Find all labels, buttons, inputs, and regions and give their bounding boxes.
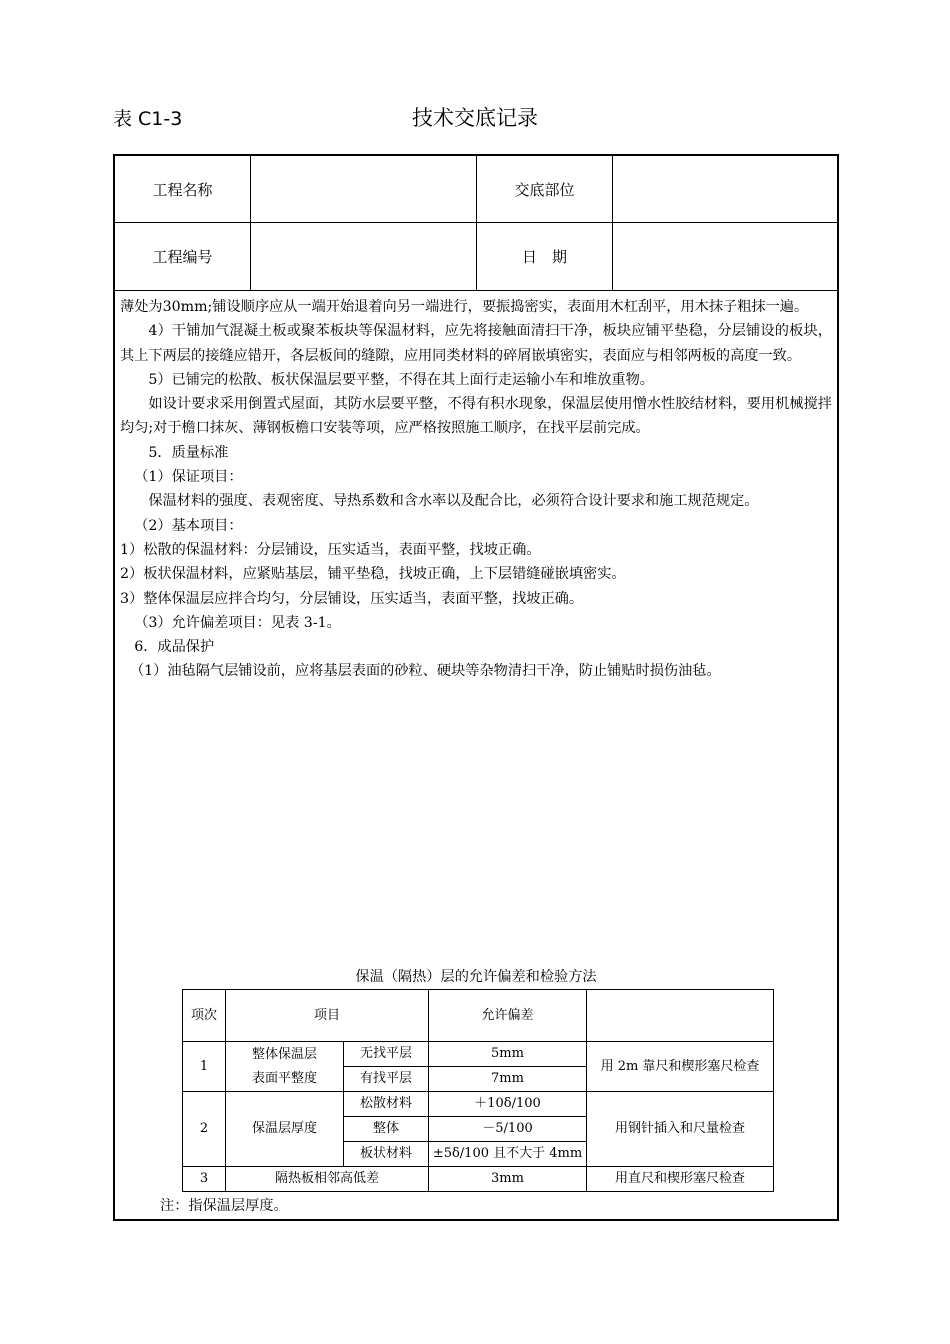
date-field[interactable]: [613, 223, 837, 290]
row-method: 用 2m 靠尺和楔形塞尺检查: [587, 1042, 774, 1092]
date-label: 日 期: [521, 248, 567, 266]
subsection-heading: （1）保证项目：: [134, 469, 243, 486]
row-item-line: 表面平整度: [251, 1070, 317, 1086]
row-tolerance: ±5δ/100 且不大于 4mm: [429, 1142, 587, 1167]
page-title: 技术交底记录: [412, 106, 538, 130]
row-item: 隔热板相邻高低差: [226, 1167, 429, 1192]
row-subitem: 板状材料: [344, 1142, 429, 1167]
row-no: 2: [183, 1092, 226, 1167]
paragraph: 2）板状保温材料，应紧贴基层，铺平垫稳，找坡正确，上下层错缝碰嵌填密实。: [120, 566, 626, 583]
header-item: 项目: [226, 990, 429, 1042]
paragraph: 薄处为30mm;铺设顺序应从一端开始退着向另一端进行，要振捣密实，表面用木杠刮平，用木抹子粗抹一遍。: [120, 299, 809, 315]
row-no: 3: [183, 1167, 226, 1192]
row-method: 用钢针插入和尺量检查: [587, 1092, 774, 1167]
section-heading: 6．成品保护: [134, 639, 215, 656]
table-row: [183, 1167, 774, 1192]
row-subitem: 有找平层: [344, 1067, 429, 1092]
table-row: [183, 1092, 774, 1117]
paragraph: （1）油毡隔气层铺设前，应将基层表面的砂粒、硬块等杂物清扫干净，防止铺贴时损伤油毡。: [129, 663, 721, 680]
row-item: [226, 1042, 344, 1092]
paragraph: 如设计要求采用倒置式屋面，其防水层要平整，不得有积水现象，保温层使用憎水性胶结材料，要用机械搅拌均匀;对于檐口抹灰、薄钢板檐口安装等项，应严格按照施工顺序，在找平层前完成。: [120, 396, 832, 437]
row-subitem: 无找平层: [344, 1042, 429, 1067]
paragraph: 保温材料的强度、表观密度、导热系数和含水率以及配合比，必须符合设计要求和施工规范规定。: [148, 493, 759, 510]
row-method: 用直尺和楔形塞尺检查: [587, 1167, 774, 1192]
location-field[interactable]: [613, 156, 837, 222]
header-tolerance: 允许偏差: [429, 990, 587, 1042]
project-name-field[interactable]: [251, 156, 476, 222]
project-no-label: 工程编号: [152, 248, 213, 266]
row-tolerance: 7mm: [429, 1067, 587, 1092]
record-frame: [113, 154, 839, 1221]
location-label: 交底部位: [514, 180, 575, 199]
table-row: [183, 990, 774, 1042]
disclosure-content: [120, 295, 832, 684]
row-no: 1: [183, 1042, 226, 1092]
row-tolerance: ＋10δ/100: [429, 1092, 587, 1117]
table-row: [183, 1042, 774, 1067]
row-item-line: 整体保温层: [251, 1046, 317, 1062]
row-subitem: 松散材料: [344, 1092, 429, 1117]
section-heading: 5．质量标准: [148, 444, 229, 461]
row-tolerance: 5mm: [429, 1042, 587, 1067]
tolerance-table: [182, 989, 774, 1192]
form-code: 表 C1-3: [113, 108, 183, 130]
row-tolerance: －5/100: [429, 1117, 587, 1142]
row-item: 保温层厚度: [226, 1092, 344, 1167]
header-no: 项次: [183, 990, 226, 1042]
paragraph: 3）整体保温层应拌合均匀，分层铺设，压实适当，表面平整，找坡正确。: [120, 590, 584, 607]
paragraph: 4）干铺加气混凝土板或聚苯板块等保温材料，应先将接触面清扫干净，板块应铺平垫稳，分层铺设的板块，其上下两层的接缝应错开，各层板间的缝隙，应用同类材料的碎屑嵌填密实，表面应与相邻两板的高度一致。: [120, 323, 832, 364]
info-header: [115, 156, 837, 291]
header-method: [587, 990, 774, 1042]
paragraph: 1）松散的保温材料：分层铺设，压实适当，表面平整，找坡正确。: [120, 541, 541, 558]
row-tolerance: 3mm: [429, 1167, 587, 1192]
paragraph: （3）允许偏差项目：见表 3-1。: [134, 614, 341, 631]
table-caption: 保温（隔热）层的允许偏差和检验方法: [355, 969, 597, 985]
row-subitem: 整体: [344, 1117, 429, 1142]
project-name-label: 工程名称: [152, 180, 213, 199]
table-note: 注：指保温层厚度。: [160, 1198, 288, 1214]
subsection-heading: （2）基本项目：: [134, 517, 243, 534]
paragraph: 5）已铺完的松散、板状保温层要平整，不得在其上面行走运输小车和堆放重物。: [148, 371, 654, 388]
project-no-field[interactable]: [251, 223, 476, 290]
